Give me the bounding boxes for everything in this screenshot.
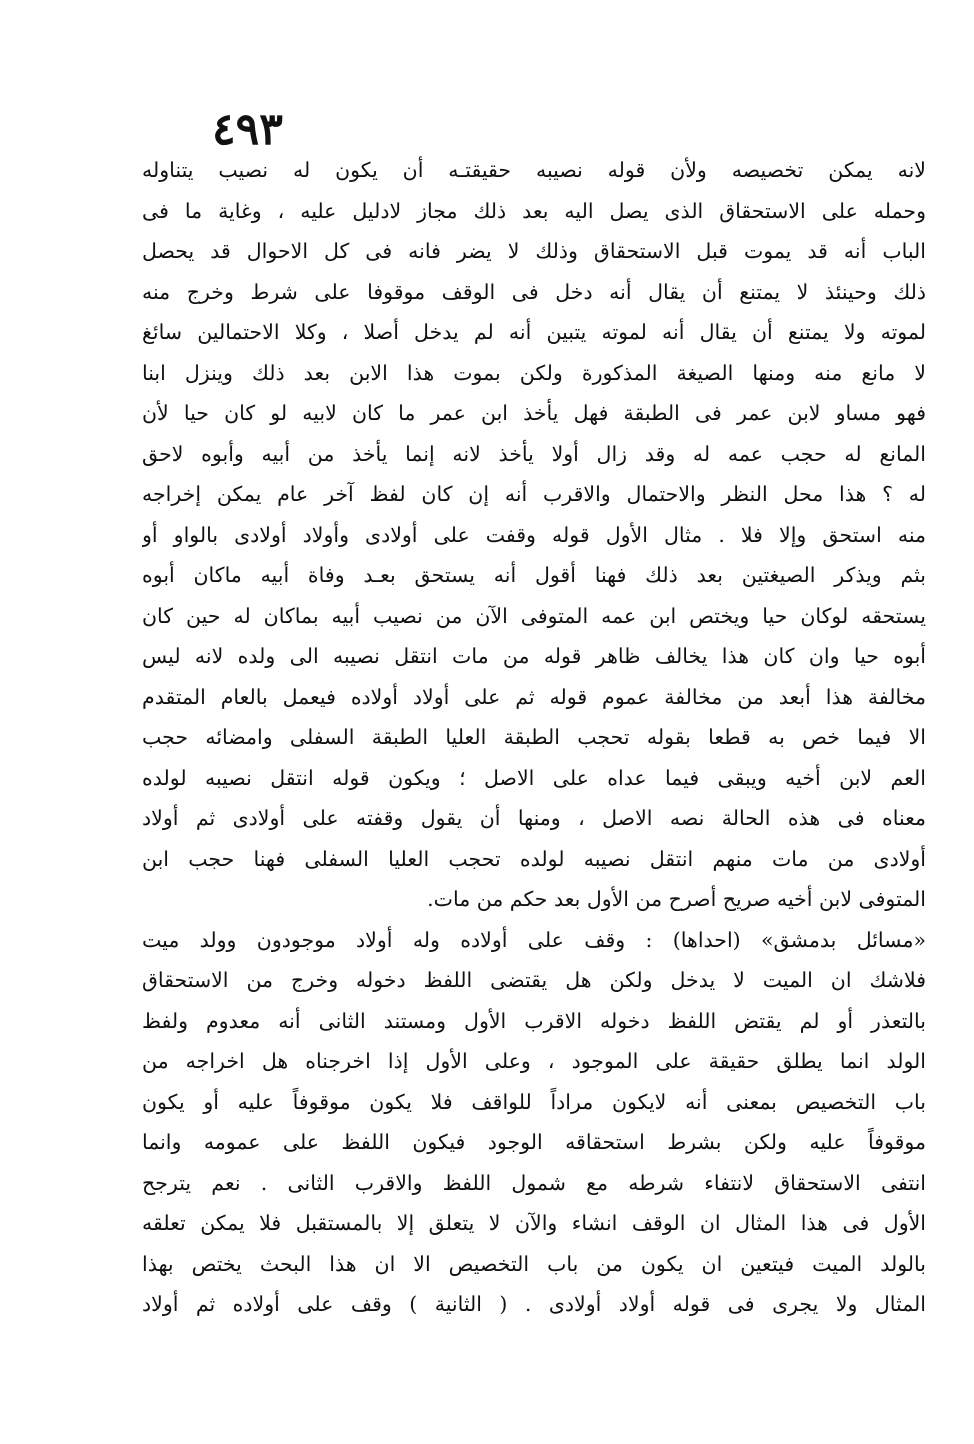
text-line: الأول فى هذا المثال ان الوقف انشاء والآن لا يتعلق إلا بالمستقبل فلا يمكن تعلقه [142,1211,926,1235]
text-line: الا فيما خص به قطعا بقوله تحجب الطبقة العليا الطبقة السفلى وامضائه حجب [142,725,926,749]
text-line: مخالفة هذا أبعد من مخالفة عموم قوله ثم على أولاد أولاده فيعمل بالعام المتقدم [142,684,926,709]
text-line: الباب أنه قد يموت قبل الاستحقاق وذلك لا يضر فانه فى كل الاحوال قد يحصل [142,239,926,263]
text-line: المثال ولا يجرى فى قوله أولاد أولادى . ( الثانية ) وقف على أولاده ثم أولاد [142,1292,926,1316]
text-line: لانه يمكن تخصيصه ولأن قوله نصيبه حقيقتـه أن يكون له نصيب يتناوله [142,158,926,182]
text-line: الولد انما يطلق حقيقة على الموجود ، وعلى الأول إذا اخرجناه هل اخراجه من [142,1049,926,1073]
text-line: لا مانع منه ومنها الصيغة المذكورة ولكن بموت هذا الابن بعد ذلك وينزل ابنا [142,360,926,385]
text-line: بالولد الميت فيتعين ان يكون من باب التخصيص الا ان هذا البحث يختص بهذا [142,1251,926,1276]
text-line: أبوه حيا وان كان هذا يخالف ظاهر قوله من مات انتقل نصيبه الى ولده لانه ليس [142,644,926,668]
text-line: «مسائل بدمشق» (احداها) : وقف على أولاده وله أولاد موجودون وولد ميت [142,927,926,952]
text-line: المانع له حجب عمه له وقد زال أولا يأخذ لانه إنما يأخذ من أبيه وأبوه لاحق [142,441,926,466]
text-line: معناه فى هذه الحالة نصه الاصل ، ومنها أن يقول وقفته على أولادى ثم أولاد [142,806,926,830]
text-line: باب التخصيص بمعنى أنه لايكون مراداً للواقف فلا يكون موقوفاً عليه أو يكون [142,1089,926,1114]
text-line: ذلك وحينئذ لا يمتنع أن يقال أنه دخل فى الوقف موقوفا على شرط وخرج منه [142,279,926,304]
text-line: وحمله على الاستحقاق الذى يصل اليه بعد ذلك مجاز لادليل عليه ، وغاية ما فى [142,198,926,223]
text-line: لموته ولا يمتنع أن يقال أنه لموته يتبين أنه لم يدخل أصلا ، وكلا الاحتمالين سائغ [142,320,926,344]
text-line: انتفى الاستحقاق لانتفاء شرطه مع شمول اللفظ والاقرب الثانى . نعم يترجح [142,1170,926,1195]
text-line: بثم ويذكر الصيغتين بعد ذلك فهنا أقول أنه يستحق بعـد وفاة أبيه ماكان أبوه [142,563,926,587]
text-line: أولادى من مات منهم انتقل نصيبه لولده تحجب العليا السفلى فهنا حجب ابن [142,846,926,871]
text-line: له ؟ هذا محل النظر والاحتمال والاقرب أنه إن كان لفظ آخر عام يمكن إخراجه [142,482,926,506]
text-line: منه استحق وإلا فلا . مثال الأول قوله وقفت على أولادى وأولاد أولادى بالواو أو [142,522,926,547]
text-line: فهو مساو لابن عمر فى الطبقة فهل يأخذ ابن عمر ما كان لابيه لو كان حيا لأن [142,401,926,425]
text-line: موقوفاً عليه ولكن بشرط استحقاقه الوجود فيكون اللفظ على عمومه وانما [142,1130,926,1154]
page-number: ٤٩٣ [212,104,283,155]
text-line: العم لابن أخيه ويبقى فيما عداه على الاصل ؛ ويكون قوله انتقل نصيبه لولده [142,765,926,790]
body-text [142,150,926,1325]
text-line: المتوفى لابن أخيه صريح أصرح من الأول بعد حكم من مات. [427,887,926,911]
text-line: بالتعذر أو لم يقتض اللفظ دخوله الاقرب الأول ومستند الثانى أنه معدوم ولفظ [142,1008,926,1033]
text-line: يستحقه لوكان حيا ويختص ابن عمه المتوفى الآن من نصيب أبيه بماكان له حين كان [142,603,926,628]
text-line: فلاشك ان الميت لا يدخل ولكن هل يقتضى اللفظ دخوله وخرج من الاستحقاق [142,968,926,992]
